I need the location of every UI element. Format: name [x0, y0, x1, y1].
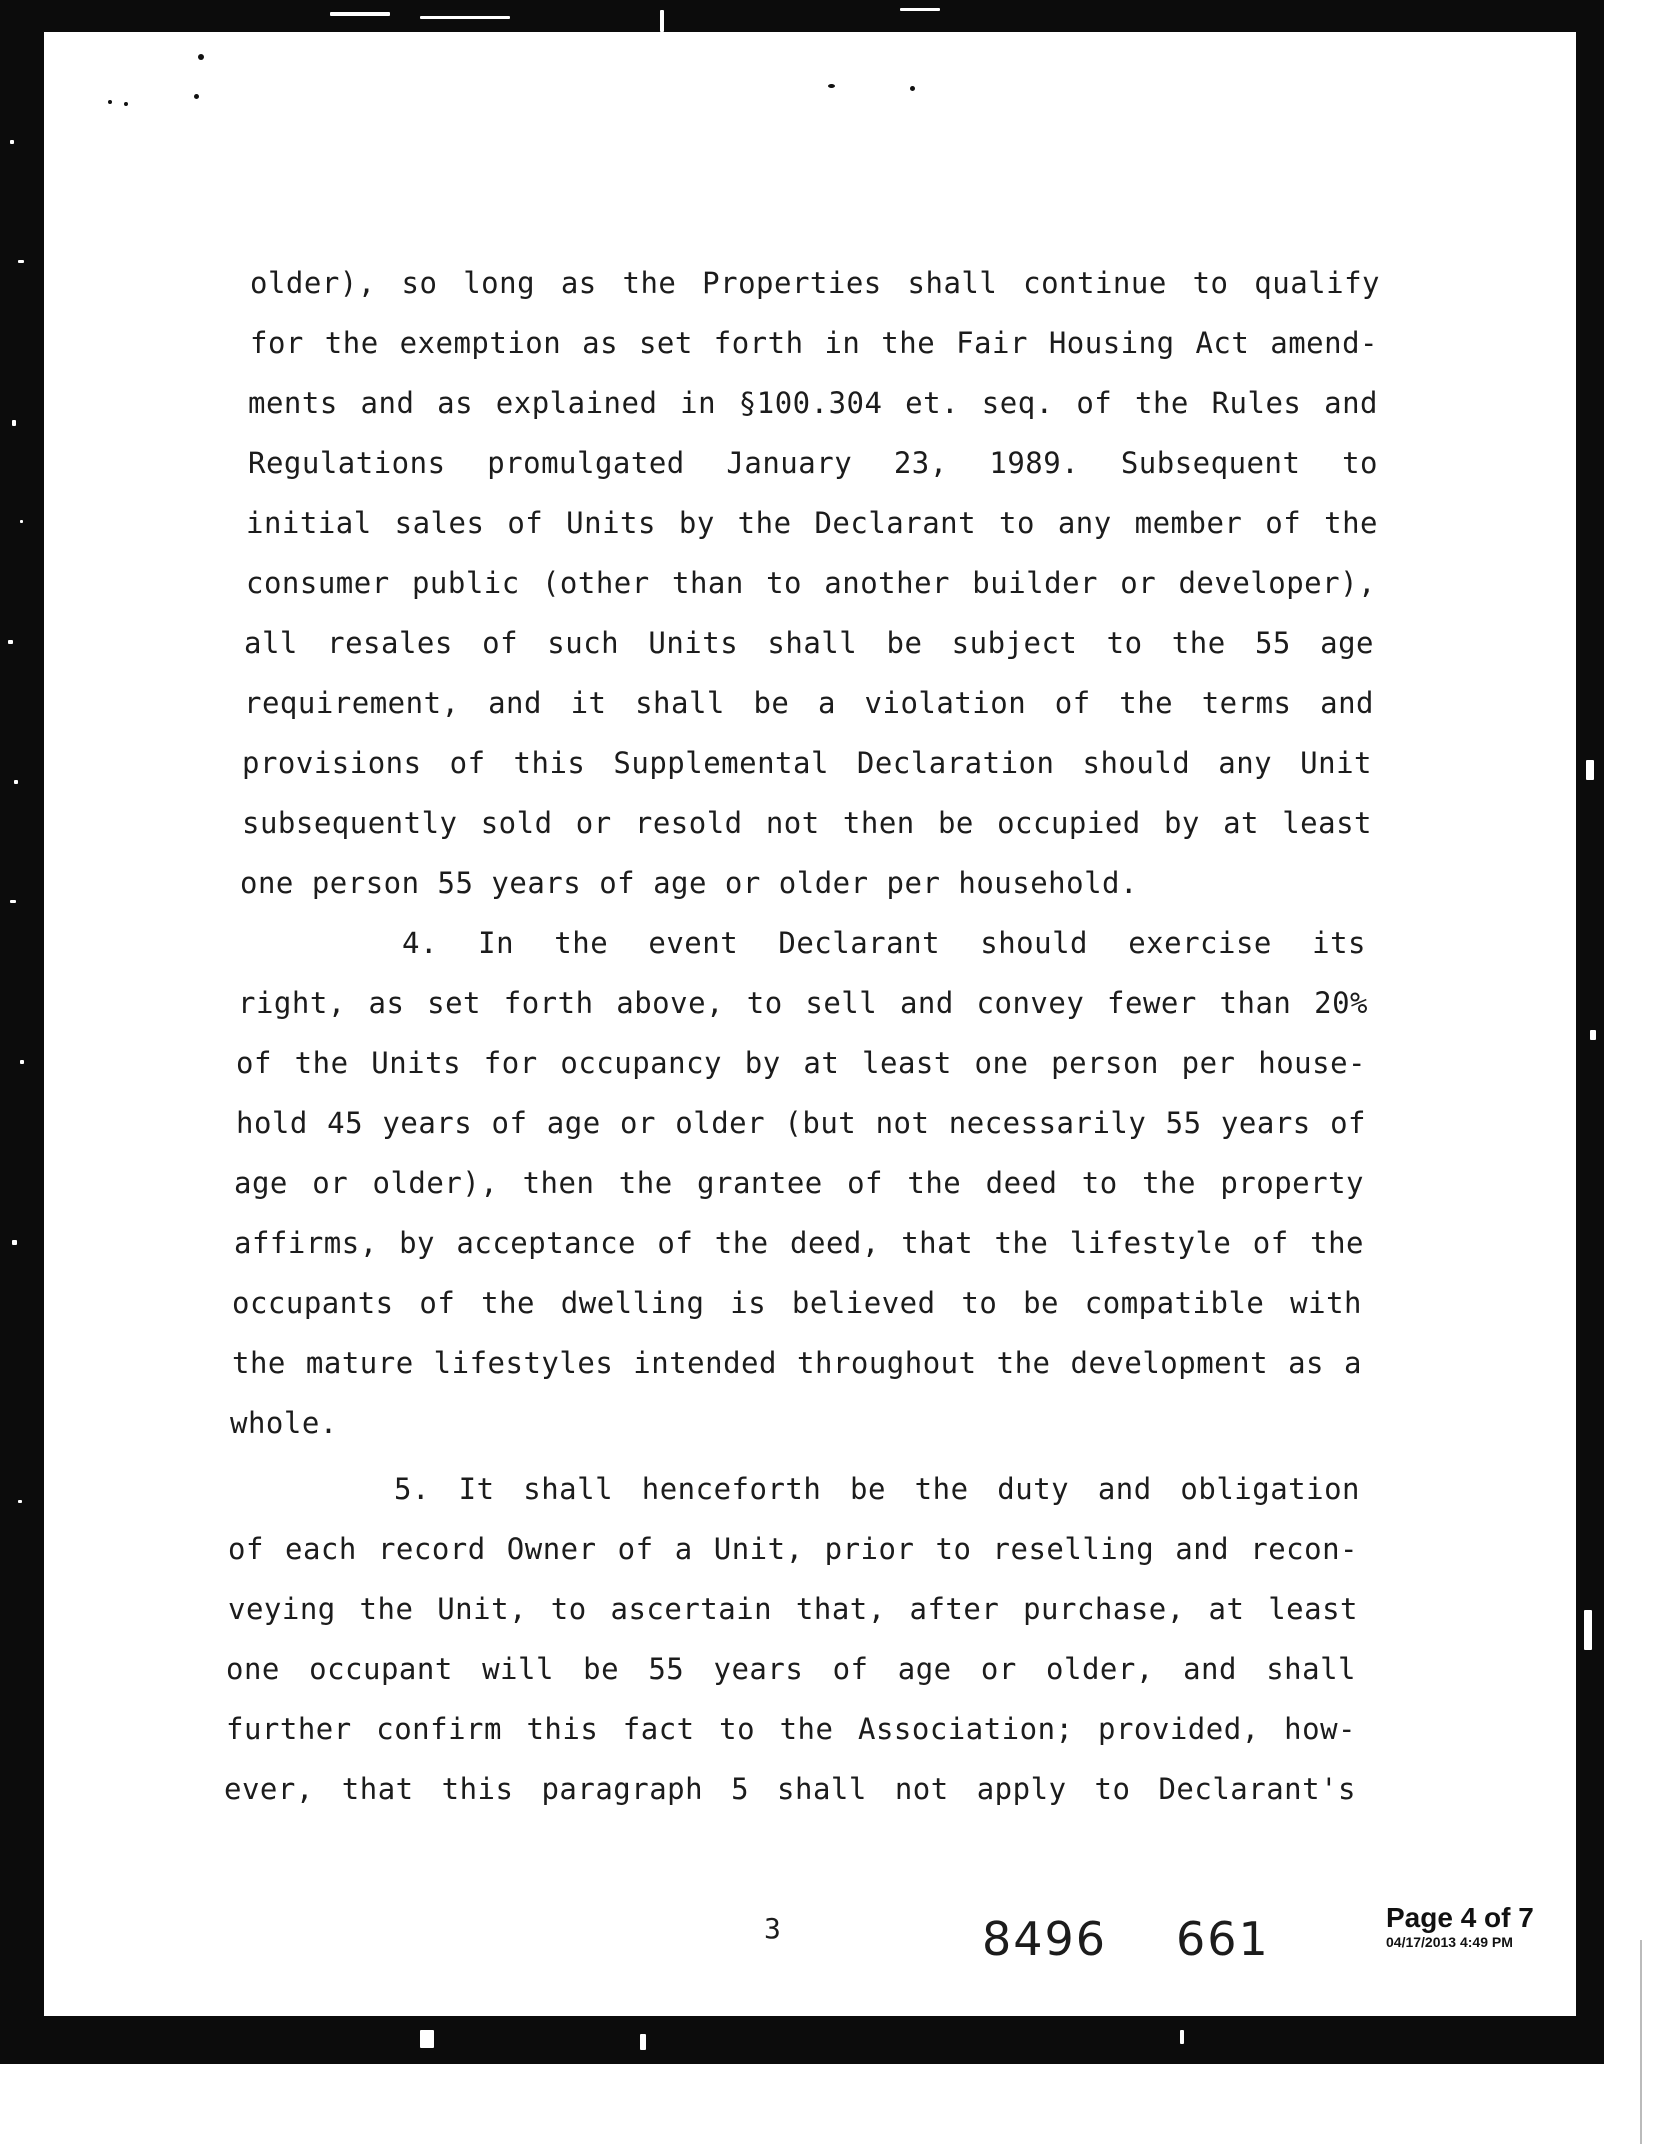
- scan-speck: [420, 16, 510, 19]
- scan-border-top: [0, 0, 1604, 32]
- scan-border-left: [0, 0, 44, 2064]
- text-line: affirms, by acceptance of the deed, that the lifestyle of the: [234, 1226, 1364, 1260]
- text-line: further confirm this fact to the Association; provided, how-: [226, 1712, 1356, 1746]
- text-line: provisions of this Supplemental Declaration should any Unit: [242, 746, 1372, 780]
- scan-speck: [18, 260, 24, 263]
- text-line: right, as set forth above, to sell and convey fewer than 20%: [238, 986, 1368, 1020]
- stamp-timestamp: 04/17/2013 4:49 PM: [1386, 1934, 1513, 1950]
- scan-speck: [660, 10, 664, 32]
- text-line: requirement, and it shall be a violation of the terms and: [244, 686, 1374, 720]
- text-line: one occupant will be 55 years of age or older, and shall: [226, 1652, 1356, 1686]
- scan-speck: [1180, 2030, 1184, 2044]
- scan-speck: [1590, 1030, 1596, 1040]
- scan-speck: [10, 900, 16, 903]
- text-line: of each record Owner of a Unit, prior to reselling and recon-: [228, 1532, 1358, 1566]
- scan-speck: [12, 1240, 17, 1245]
- scan-speck: [18, 1500, 22, 1503]
- text-line: all resales of such Units shall be subject to the 55 age: [244, 626, 1374, 660]
- page-edge-line: [1640, 1940, 1642, 2144]
- scan-speck: [330, 12, 390, 16]
- scan-mark: [124, 102, 128, 106]
- text-line: consumer public (other than to another builder or developer),: [246, 566, 1376, 600]
- scan-border-bottom: [0, 2016, 1604, 2064]
- scan-speck: [20, 1060, 24, 1064]
- stamp-page-count: Page 4 of 7: [1386, 1902, 1534, 1933]
- recording-stamp: [1386, 1904, 1534, 1949]
- text-line: older), so long as the Properties shall continue to qualify: [250, 266, 1380, 300]
- text-line: of the Units for occupancy by at least one person per house-: [236, 1046, 1366, 1080]
- scan-speck: [1584, 1610, 1592, 1650]
- text-line: age or older), then the grantee of the deed to the property: [234, 1166, 1364, 1200]
- text-line: occupants of the dwelling is believed to be compatible with: [232, 1286, 1362, 1320]
- scan-speck: [8, 640, 13, 644]
- text-line: the mature lifestyles intended throughout the development as a: [232, 1346, 1362, 1380]
- text-line: veying the Unit, to ascertain that, after purchase, at least: [228, 1592, 1358, 1626]
- text-line: for the exemption as set forth in the Fair Housing Act amend-: [250, 326, 1378, 360]
- book-page-number: 661: [1176, 1912, 1270, 1966]
- text-line: initial sales of Units by the Declarant to any member of the: [246, 506, 1378, 540]
- scan-speck: [640, 2034, 646, 2050]
- text-line: subsequently sold or resold not then be occupied by at least: [242, 806, 1372, 840]
- text-line: hold 45 years of age or older (but not necessarily 55 years of: [236, 1106, 1366, 1140]
- scan-mark: [828, 84, 835, 88]
- paragraph-4-start: 4. In the event Declarant should exercise its: [402, 926, 1366, 960]
- paragraph-5-start: 5. It shall henceforth be the duty and obligation: [394, 1472, 1360, 1506]
- scan-speck: [12, 420, 16, 426]
- page-number: 3: [764, 1912, 781, 1945]
- scan-speck: [900, 8, 940, 11]
- scan-mark: [910, 86, 915, 91]
- scan-speck: [14, 780, 18, 784]
- scan-mark: [198, 54, 204, 60]
- scan-speck: [420, 2030, 434, 2048]
- scan-speck: [20, 520, 23, 523]
- scan-speck: [10, 140, 14, 144]
- scan-speck: [1586, 760, 1594, 780]
- scan-mark: [108, 100, 112, 104]
- text-line: whole.: [230, 1406, 338, 1440]
- text-line: ever, that this paragraph 5 shall not apply to Declarant's: [224, 1772, 1356, 1806]
- text-line: one person 55 years of age or older per household.: [240, 866, 1138, 900]
- text-line: ments and as explained in §100.304 et. seq. of the Rules and: [248, 386, 1378, 420]
- book-number: 8496: [982, 1912, 1108, 1966]
- text-line: Regulations promulgated January 23, 1989. Subsequent to: [248, 446, 1378, 480]
- scan-mark: [194, 94, 199, 99]
